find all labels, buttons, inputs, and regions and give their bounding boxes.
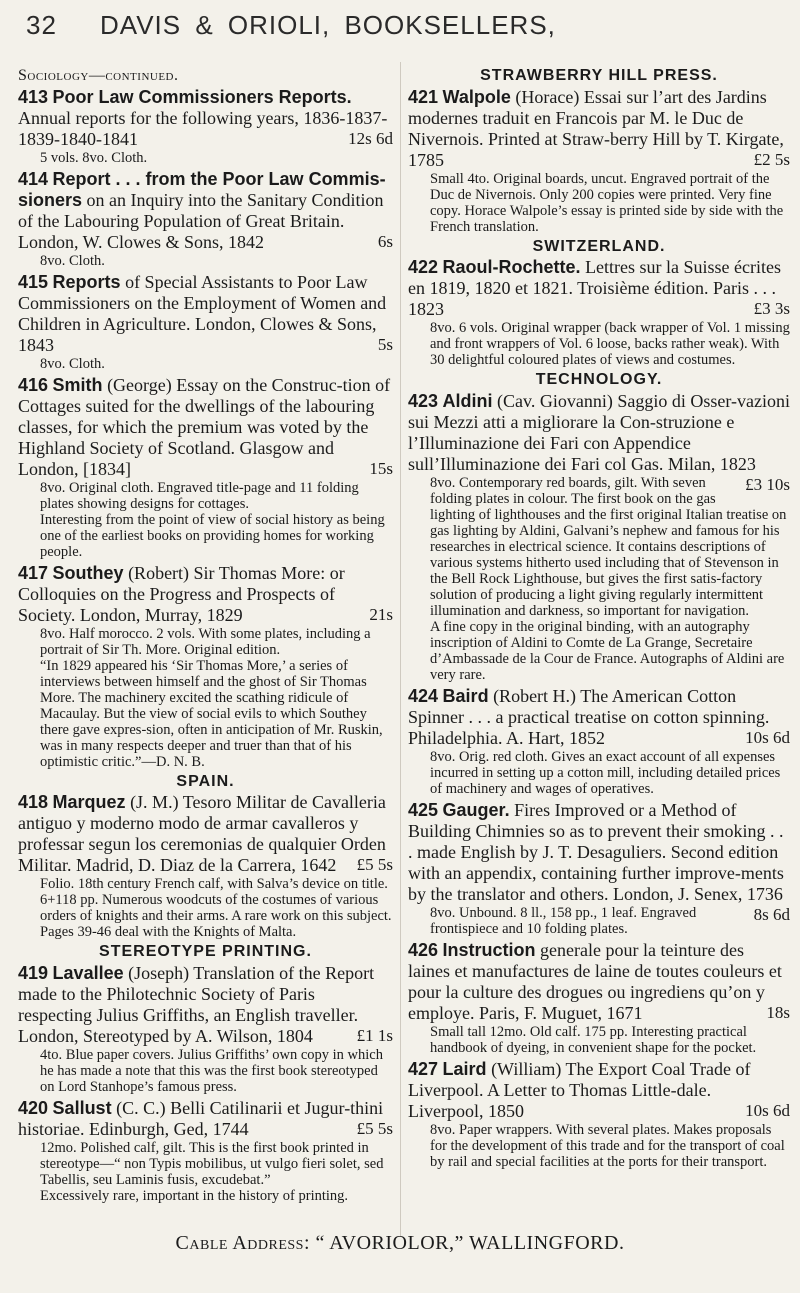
switzerland-entries <box>408 257 790 368</box>
entry-title: (Horace) Essai sur l’art des Jardins modernes traduit en Francois par M. le Duc de Nivernois. Printed at Straw-berry Hill by T. Kirgate, 1785 <box>408 86 784 170</box>
entry-price: £3 10s <box>745 474 790 494</box>
lot-number: 418 <box>18 792 49 812</box>
entry-author: Poor Law Commissioners Reports. <box>52 86 352 107</box>
section-heading-sociology: Sociology—continued. <box>18 67 179 84</box>
entry-price: 21s <box>369 604 393 624</box>
entry-heading <box>18 563 393 626</box>
entry-price: 12s 6d <box>348 128 393 148</box>
entry-author: Walpole <box>442 86 511 107</box>
lot-number: 419 <box>18 962 49 983</box>
entry-price: £5 5s <box>356 1118 393 1138</box>
entry-heading <box>408 1059 790 1122</box>
entry-price: 10s 6d <box>745 1100 790 1120</box>
section-heading-stereotype: STEREOTYPE PRINTING. <box>99 943 312 960</box>
lot-number: 420 <box>18 1097 49 1118</box>
page-header <box>12 6 788 46</box>
entry-commentary: A fine copy in the original binding, with an autography inscription of Aldini to Comte de La Grange, Secretaire d’Ambassade de la Cour de France. Autographs of Aldini are very rare. <box>430 618 785 683</box>
left-entries <box>18 87 393 770</box>
lot-number: 414 <box>18 168 49 189</box>
entry-heading <box>408 257 790 320</box>
catalogue-entry <box>408 257 790 368</box>
entry-heading <box>18 1098 393 1140</box>
entry-description: 8vo. Orig. red cloth. Gives an exact account of all expenses incurred in setting up a cotton mill, including detailed prices of machinery and wages of operatives. <box>430 748 781 797</box>
section-heading-switzerland: SWITZERLAND. <box>532 237 666 255</box>
entry-heading <box>408 87 790 171</box>
catalogue-entry <box>18 1098 393 1204</box>
entry-author: Smith <box>52 374 103 395</box>
entry-title: on an Inquiry into the Sanitary Condition of the Labouring Population of Great Britain. London, W. Clowes & Sons, 1842 <box>18 189 384 252</box>
entry-author: Laird <box>442 1058 487 1079</box>
entry-title: (Robert) Sir Thomas More: or Colloquies on the Progress and Prospects of Society. London, Murray, 1829 <box>18 562 345 625</box>
section-heading-strawberry-hill: STRAWBERRY HILL PRESS. <box>480 67 718 84</box>
entry-price: 15s <box>369 458 393 478</box>
stereotype-entries <box>18 963 393 1204</box>
technology-entries <box>408 391 790 1170</box>
entry-heading <box>18 87 393 150</box>
entry-author: Sallust <box>52 1097 112 1118</box>
entry-price: 8s 6d <box>753 904 790 924</box>
lot-number: 415 <box>18 271 49 292</box>
entry-price: £3 3s <box>753 299 790 318</box>
entry-price: 10s 6d <box>745 727 790 747</box>
strawberry-entries <box>408 87 790 235</box>
entry-heading <box>408 390 790 494</box>
catalogue-entry <box>408 800 790 937</box>
section-heading-technology: TECHNOLOGY. <box>535 371 663 388</box>
right-column <box>408 64 790 1173</box>
entry-title: (C. C.) Belli Catilinarii et Jugur-thini historiae. Edinburgh, Ged, 1744 <box>18 1097 384 1139</box>
entry-author: Report . . . from the Poor Law Commis-sioners <box>18 168 386 210</box>
entry-description: Small 4to. Original boards, uncut. Engraved portrait of the Duc de Nivernois. Only 200 copies were printed. Very fine copy. Horace Walpole’s essay is printed side by side with the French translation. <box>430 170 784 235</box>
catalogue-entry <box>408 391 790 683</box>
entry-heading <box>18 375 393 480</box>
entry-description: 8vo. Cloth. <box>40 252 105 269</box>
entry-price: £2 5s <box>753 149 790 169</box>
entry-title: Annual reports for the following years, 1836-1837-1839-1840-1841 <box>18 107 388 149</box>
section-heading-spain: SPAIN. <box>176 772 235 790</box>
catalogue-entry <box>408 1059 790 1170</box>
lot-number: 417 <box>18 562 49 583</box>
lot-number: 421 <box>408 86 439 107</box>
entry-description: 8vo. Unbound. 8 ll., 158 pp., 1 leaf. Engraved frontispiece and 10 folding plates. <box>430 904 697 937</box>
lot-number: 425 <box>408 799 439 820</box>
entry-description: 8vo. Contemporary red boards, gilt. With seven folding plates in colour. The first book on the gas lighting of lighthouses and the first original Italian treatise on gas lighting by Aldini, Galvani’s nephew and famous for his researches in electrical science. It contains descriptions of various systems hitherto used including that of Stevenson in the Bell Rock Lighthouse, but gives the first satis-factory solution of producing a light giving regularly intermittent illumination and darkness, so important for navigation. <box>430 474 787 619</box>
entry-title: of Special Assistants to Poor Law Commissioners on the Employment of Women and Children in Agriculture. London, Clowes & Sons, 1843 <box>18 271 387 355</box>
entry-heading <box>408 940 790 1024</box>
entry-heading <box>18 963 393 1047</box>
entry-author: Aldini <box>442 390 493 411</box>
entry-price: £1 1s <box>356 1025 393 1045</box>
entry-heading <box>18 792 393 876</box>
catalogue-entry <box>18 87 393 166</box>
cable-address-label: Cable Address: <box>175 1232 311 1254</box>
catalogue-entry <box>18 272 393 372</box>
entry-description: 8vo. 6 vols. Original wrapper (back wrapper of Vol. 1 missing and front wrappers of Vol. 6 loose, backs rather weak). With 30 delightful coloured plates of views and costumes. <box>430 320 790 368</box>
catalogue-entry <box>408 940 790 1056</box>
entry-author: Reports <box>52 271 121 292</box>
lot-number: 416 <box>18 374 49 395</box>
entry-author: Raoul-Rochette. <box>442 257 581 277</box>
entry-heading <box>408 686 790 749</box>
entry-description: Small tall 12mo. Old calf. 175 pp. Interesting practical handbook of dyeing, in convenient shape for the pocket. <box>430 1023 757 1056</box>
entry-description: 4to. Blue paper covers. Julius Griffiths’ own copy in which he has made a note that this was the first book stereotyped on Lord Stanhope’s famous press. <box>40 1046 383 1095</box>
entry-title: Lettres sur la Suisse écrites en 1819, 1820 et 1821. Troisième édition. Paris . . . 1823 <box>408 257 782 319</box>
entry-author: Lavallee <box>52 962 124 983</box>
entry-commentary: “In 1829 appeared his ‘Sir Thomas More,’ a series of interviews between himself and the ghost of Sir Thomas More. The machinery excited the scathing ridicule of Macaulay. But the view of social evils to which Southey there gave expres-sion, often in anticipation of Mr. Ruskin, was in many respects deeper and truer than that of his optimistic critic.”—D. N. B. <box>40 657 383 770</box>
entry-title: (J. M.) Tesoro Militar de Cavalleria antiguo y moderno modo de armar cavalleros y professar segun los ceremonias de qualquier Orden Militar. Madrid, D. Diaz de la Carrera, 1642 <box>18 792 386 875</box>
entry-description: 8vo. Original cloth. Engraved title-page and 11 folding plates showing designs for cottages. <box>40 479 359 512</box>
entry-price: 5s <box>377 334 393 354</box>
lot-number: 423 <box>408 390 439 411</box>
lot-number: 424 <box>408 685 439 706</box>
entry-price: 18s <box>766 1002 790 1022</box>
entry-author: Baird <box>442 685 489 706</box>
page-footer <box>0 1232 800 1255</box>
catalogue-entry <box>18 563 393 770</box>
entry-author: Southey <box>52 562 124 583</box>
entry-author: Gauger. <box>442 799 510 820</box>
lot-number: 426 <box>408 939 439 960</box>
entry-title: (Robert H.) The American Cotton Spinner . . . a practical treatise on cotton spinning. Philadelphia. A. Hart, 1852 <box>408 685 770 748</box>
running-title: DAVIS & ORIOLI, BOOKSELLERS, <box>100 10 556 40</box>
lot-number: 427 <box>408 1058 439 1079</box>
entry-title: generale pour la teinture des laines et manufactures de laine de toutes couleurs et pour la culture des drogues ou ingrediens qu’on y employe. Paris, F. Muguet, 1671 <box>408 939 782 1023</box>
entry-price: £5 5s <box>356 855 393 874</box>
catalogue-entry <box>408 686 790 797</box>
catalogue-entry <box>18 169 393 269</box>
entry-title: (Joseph) Translation of the Report made to the Philotechnic Society of Paris respecting Julius Griffiths, an English traveller. London, Stereotyped by A. Wilson, 1804 <box>18 962 375 1046</box>
entry-title: (George) Essay on the Construc-tion of Cottages suited for the dwellings of the labouring classes, for which the premium was voted by the Highland Society of Scotland. Glasgow and London, [1834] <box>18 374 391 479</box>
entry-title: Fires Improved or a Method of Building Chimnies so as to prevent their smoking . . . made English by J. T. Desaguliers. Second edition with an appendix, containing further improve-ments by the translator and others. London, J. Senex, 1736 <box>408 799 784 904</box>
entry-description: 8vo. Half morocco. 2 vols. With some plates, including a portrait of Sir Th. More. Original edition. <box>40 625 371 658</box>
page-number: 32 <box>26 10 57 40</box>
entry-title: (Cav. Giovanni) Saggio di Osser-vazioni sui Mezzi atti a migliorare la Con-struzione e l’Illuminazione dei Fari con Appendice sull’Illuminazione dei Fari col Gas. Milan, 1823 <box>408 390 790 474</box>
entry-author: Marquez <box>52 792 126 812</box>
entry-heading <box>18 272 393 356</box>
entry-title: (William) The Export Coal Trade of Liverpool. A Letter to Thomas Little-dale. Liverpool, 1850 <box>408 1058 751 1121</box>
entry-description: 12mo. Polished calf, gilt. This is the first book printed in stereotype—“ non Typis mobilibus, ut vulgo fieri solet, sed Tabellis, seu Laminis fusis, excudebat.” <box>40 1139 384 1188</box>
entry-description: Folio. 18th century French calf, with Salva’s device on title. 6+118 pp. Numerous woodcuts of the costumes of various orders of knights and their arms. A rare work on this subject. Pages 39-46 deal with the Knights of Malta. <box>40 876 392 940</box>
entry-description: 8vo. Cloth. <box>40 355 105 372</box>
left-column <box>18 64 393 1207</box>
lot-number: 413 <box>18 86 49 107</box>
entry-description: 5 vols. 8vo. Cloth. <box>40 149 148 166</box>
cable-address-value: “ AVORIOLOR,” WALLINGFORD. <box>315 1232 625 1254</box>
column-divider <box>400 62 401 1237</box>
lot-number: 422 <box>408 257 439 277</box>
entry-description: 8vo. Paper wrappers. With several plates. Makes proposals for the development of this trade and for the transport of coal by rail and special facilities at the ports for their transport. <box>430 1121 785 1170</box>
catalogue-entry <box>18 963 393 1095</box>
entry-commentary: Interesting from the point of view of social history as being one of the earliest books on providing homes for working people. <box>40 511 385 560</box>
entry-heading <box>18 169 393 253</box>
entry-price: 6s <box>377 231 393 251</box>
entry-author: Instruction <box>442 939 536 960</box>
spain-entries <box>18 792 393 940</box>
catalogue-entry <box>18 375 393 560</box>
catalogue-entry <box>408 87 790 235</box>
entry-commentary: Excessively rare, important in the history of printing. <box>40 1187 349 1204</box>
catalogue-entry <box>18 792 393 940</box>
